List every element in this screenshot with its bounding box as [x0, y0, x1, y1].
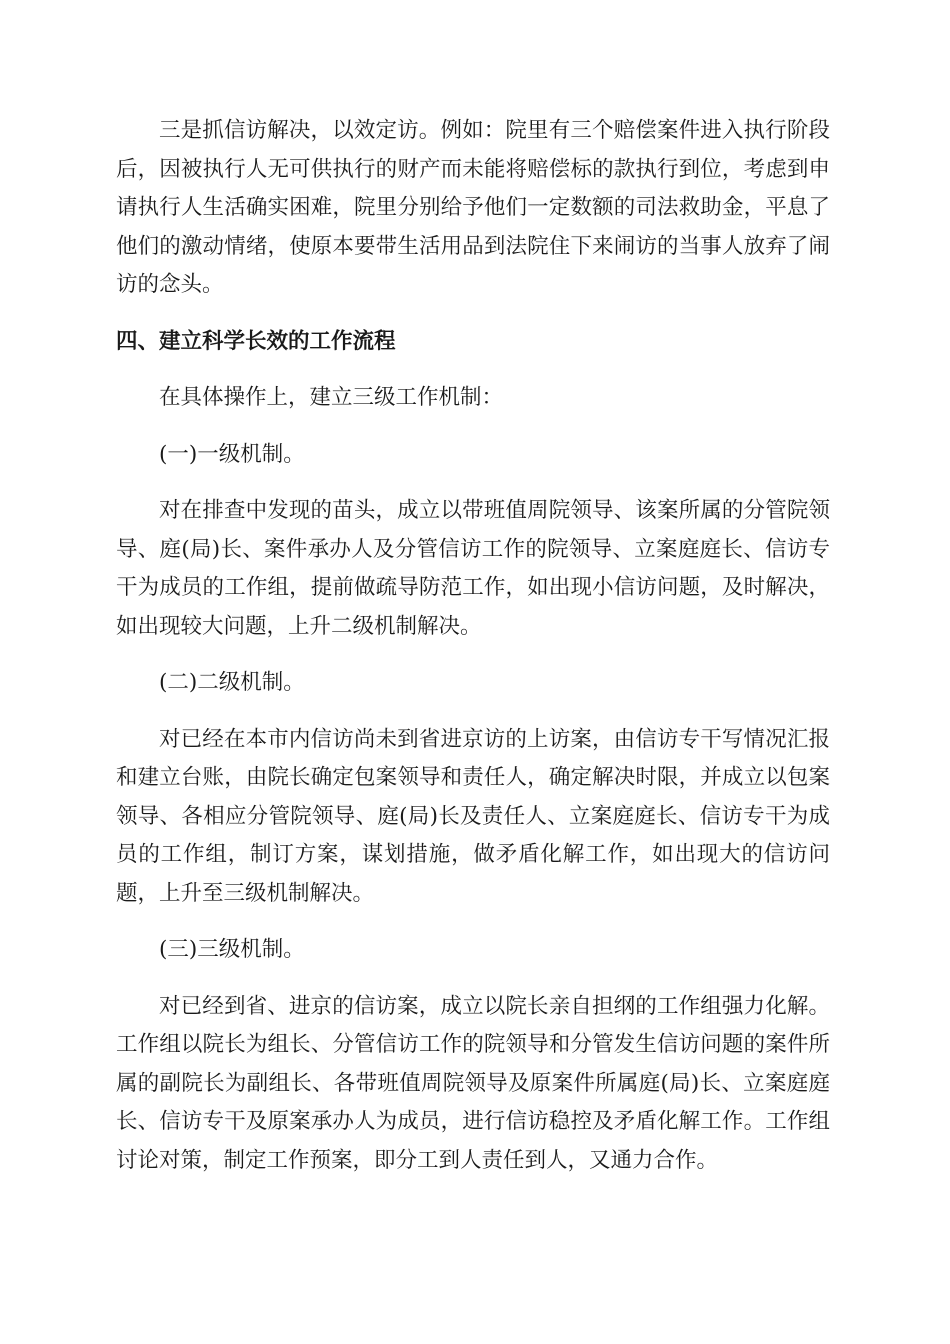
level2-title: (二)二级机制。	[159, 670, 305, 695]
level1-title: (一)一级机制。	[159, 441, 305, 467]
section-heading-4: 四、建立科学长效的工作流程	[116, 328, 396, 354]
level2-text: 对已经在本市内信访尚未到省进京访的上访案，由信访专干写情况汇报和建立台账，由院长确定包案领导和责任人，确定解决时限，并成立以包案领导、各相应分管院领导、庭(局)长及责任人、立案庭庭长、信访专干为成员的工作组，制订方案，谋划措施，做矛盾化解工作，如出现大的信访问题，上升至三级机制解决。	[116, 726, 830, 906]
level3-text: 对已经到省、进京的信访案，成立以院长亲自担纲的工作组强力化解。工作组以院长为组长、分管信访工作的院领导和分管发生信访问题的案件所属的副院长为副组长、各带班值周院领导及原案件所属庭(局)长、立案庭庭长、信访专干及原案承办人为成员，进行信访稳控及矛盾化解工作。工作组讨论对策，制定工作预案，即分工到人责任到人，又通力合作。	[116, 993, 830, 1173]
level1-text: 对在排查中发现的苗头，成立以带班值周院领导、该案所属的分管院领导、庭(局)长、案件承办人及分管信访工作的院领导、立案庭庭长、信访专干为成员的工作组，提前做疏导防范工作，如出现小信访问题，及时解决，如出现较大问题，上升二级机制解决。	[116, 498, 830, 639]
spacer	[116, 703, 830, 721]
spacer	[116, 361, 830, 379]
spacer	[116, 418, 830, 436]
spacer	[116, 474, 830, 492]
document-page	[116, 112, 830, 1180]
spacer	[116, 646, 830, 664]
spacer	[116, 913, 830, 931]
paragraph-resolve-petitions: 三是抓信访解决，以效定访。例如：院里有三个赔偿案件进入执行阶段后，因被执行人无可供执行的财产而未能将赔偿标的款执行到位，考虑到申请执行人生活确实困难，院里分别给予他们一定数额的司法救助金，平息了他们的激动情绪，使原本要带生活用品到法院住下来闹访的当事人放弃了闹访的念头。	[116, 118, 830, 297]
level3-title: (三)三级机制。	[159, 937, 305, 962]
spacer	[116, 305, 830, 323]
paragraph-intro: 在具体操作上，建立三级工作机制：	[159, 385, 504, 410]
spacer	[116, 970, 830, 988]
